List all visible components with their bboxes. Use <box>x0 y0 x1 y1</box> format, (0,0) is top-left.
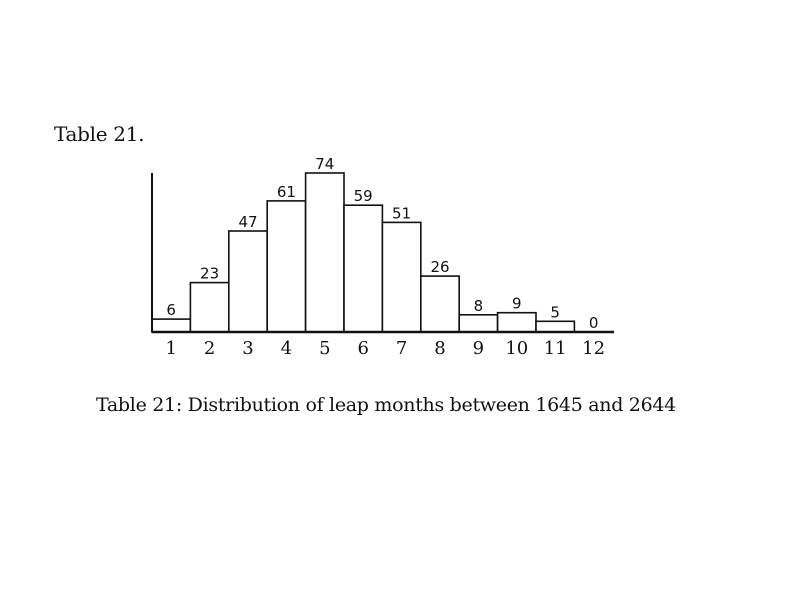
tick-label-3: 3 <box>242 338 254 359</box>
value-label-6: 59 <box>353 187 373 206</box>
value-label-3: 47 <box>238 213 258 231</box>
bar-9 <box>459 315 497 332</box>
bar-1 <box>152 319 190 332</box>
chart-caption: Table 21: Distribution of leap months between 1645 and 2644 <box>96 394 676 416</box>
value-label-10: 9 <box>512 294 522 313</box>
value-label-5: 74 <box>315 155 335 173</box>
value-label-1: 6 <box>166 301 176 320</box>
bar-2 <box>190 283 228 332</box>
table-heading: Table 21. <box>54 122 145 146</box>
tick-label-6: 6 <box>357 338 369 359</box>
value-label-8: 26 <box>430 258 450 277</box>
tick-label-9: 9 <box>472 338 485 359</box>
bar-7 <box>382 222 420 332</box>
value-label-7: 51 <box>392 204 412 223</box>
tick-label-7: 7 <box>395 338 408 359</box>
tick-labels-group <box>165 338 605 359</box>
tick-label-12: 12 <box>582 338 606 359</box>
bar-10 <box>498 313 536 332</box>
tick-label-11: 11 <box>543 338 567 359</box>
tick-label-4: 4 <box>280 338 293 359</box>
value-label-12: 0 <box>588 314 599 332</box>
value-label-11: 5 <box>550 303 560 322</box>
bar-6 <box>344 205 382 332</box>
bar-11 <box>536 321 574 332</box>
value-label-2: 23 <box>200 264 220 283</box>
value-label-4: 61 <box>276 182 296 201</box>
tick-label-10: 10 <box>505 338 529 359</box>
bar-5 <box>306 173 344 332</box>
tick-label-8: 8 <box>434 338 446 359</box>
value-label-9: 8 <box>473 296 484 315</box>
bar-8 <box>421 276 459 332</box>
bar-4 <box>267 201 305 332</box>
bar-3 <box>229 231 267 332</box>
tick-label-2: 2 <box>203 338 216 359</box>
tick-label-1: 1 <box>165 338 177 359</box>
tick-label-5: 5 <box>319 338 331 359</box>
